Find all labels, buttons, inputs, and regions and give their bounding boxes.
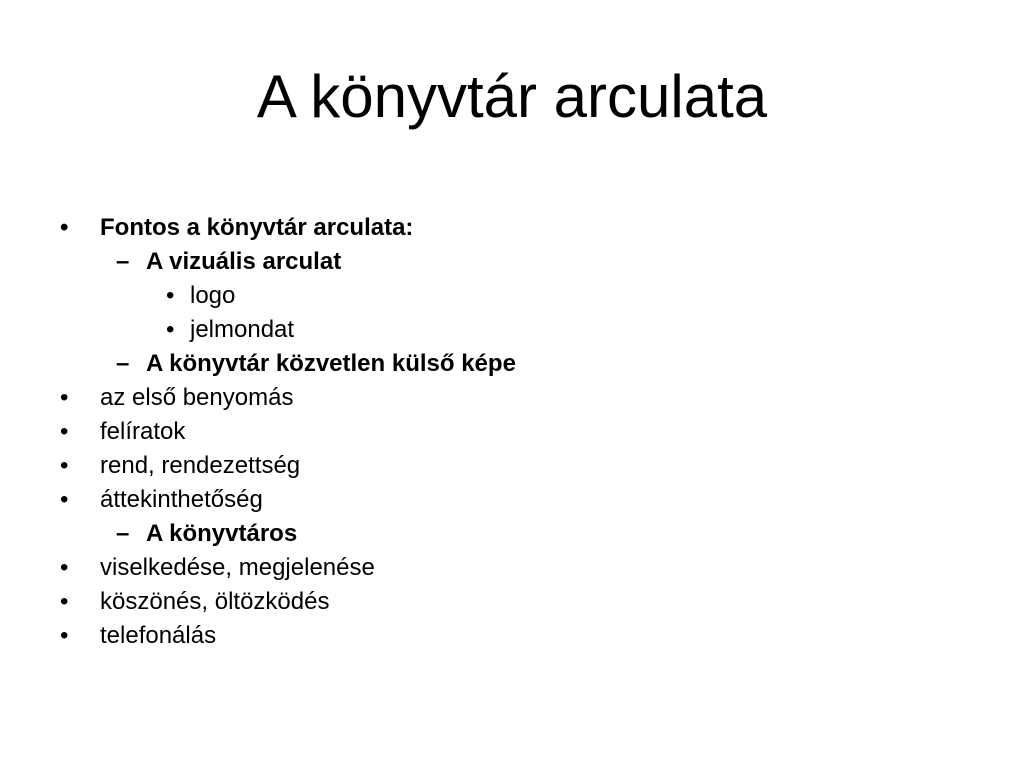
list-item-text: viselkedése, megjelenése — [100, 554, 375, 581]
bullet-marker: • — [166, 316, 175, 343]
list-item-text: áttekinthetőség — [100, 486, 263, 513]
bullet-marker: • — [60, 418, 69, 445]
list-item-text: telefonálás — [100, 622, 217, 649]
list-item — [0, 551, 1024, 585]
list-item-text: rend, rendezettség — [100, 452, 301, 479]
list-item — [0, 211, 1024, 245]
list-item-text: jelmondat — [190, 316, 295, 343]
list-item-text: A vizuális arculat — [146, 248, 342, 275]
list-item — [0, 483, 1024, 517]
list-item-text: logo — [190, 282, 236, 309]
list-item — [0, 279, 1024, 313]
bullet-marker: • — [60, 486, 69, 513]
bullet-marker: • — [60, 554, 69, 581]
list-item-text: Fontos a könyvtár arculata: — [100, 214, 414, 241]
list-item — [0, 619, 1024, 653]
list-item-text: az első benyomás — [100, 384, 294, 411]
dash-marker: – — [116, 350, 130, 377]
bullet-marker: • — [60, 588, 69, 615]
bullet-marker: • — [60, 622, 69, 649]
list-item — [0, 381, 1024, 415]
list-item — [0, 415, 1024, 449]
list-item — [0, 449, 1024, 483]
slide-title: A könyvtár arculata — [256, 63, 768, 130]
list-item — [0, 585, 1024, 619]
list-item-text: köszönés, öltözködés — [100, 588, 330, 615]
list-item — [0, 313, 1024, 347]
bullet-list — [0, 211, 1024, 653]
list-item-text: felíratok — [100, 418, 186, 445]
bullet-marker: • — [60, 384, 69, 411]
bullet-marker: • — [166, 282, 175, 309]
list-item — [0, 517, 1024, 551]
dash-marker: – — [116, 248, 130, 275]
list-item-text: A könyvtár közvetlen külső képe — [146, 350, 516, 377]
list-item-text: A könyvtáros — [146, 520, 298, 547]
bullet-marker: • — [60, 214, 69, 241]
bullet-marker: • — [60, 452, 69, 479]
list-item — [0, 347, 1024, 381]
dash-marker: – — [116, 520, 130, 547]
list-item — [0, 245, 1024, 279]
